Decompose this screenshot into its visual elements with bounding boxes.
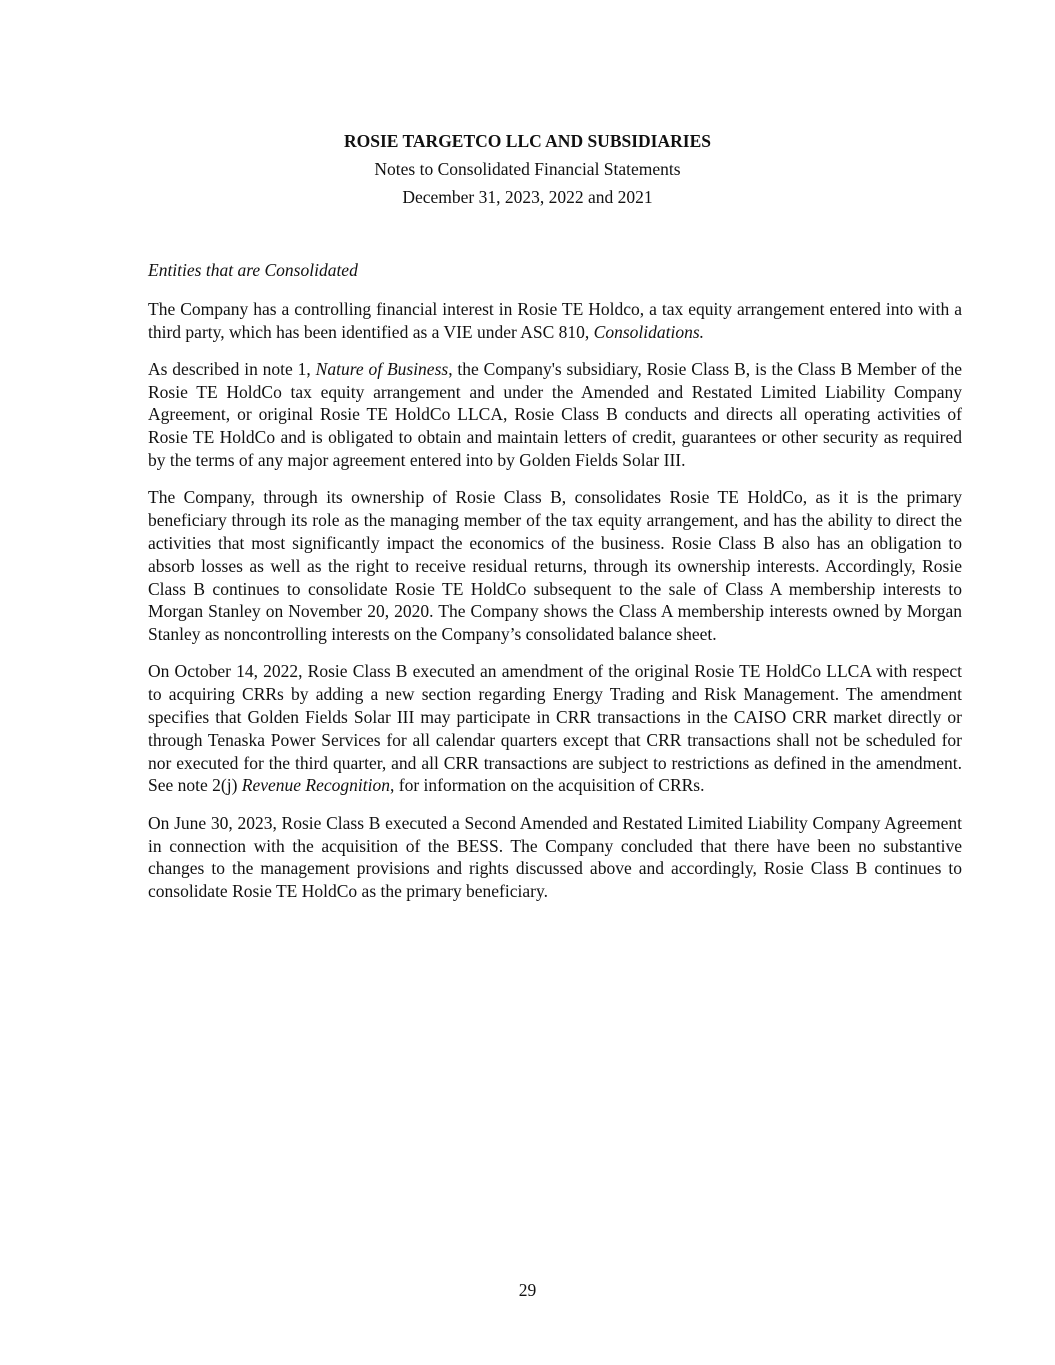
paragraph-second-amendment: On June 30, 2023, Rosie Class B executed a Second Amended and Restated Limited Liability Company Agreement in connection with the acquisition of the BESS. The Company concluded that there have been no substantive changes to the management provisions and rights discussed above and accordingly, Rosie Class B continues to consolidate Rosie TE HoldCo as the primary beneficiary. xyxy=(148,812,962,902)
paragraph-class-b-member xyxy=(148,358,962,472)
document-title: Notes to Consolidated Financial Statements xyxy=(374,159,681,179)
reporting-period: December 31, 2023, 2022 and 2021 xyxy=(402,187,653,207)
page-number: 29 xyxy=(518,1280,537,1300)
italic-reference: Consolidations. xyxy=(593,321,705,342)
company-name: ROSIE TARGETCO LLC AND SUBSIDIARIES xyxy=(344,131,711,151)
section-heading: Entities that are Consolidated xyxy=(148,260,358,280)
paragraph-text: As described in note 1, xyxy=(148,358,316,379)
paragraph-text: , for information on the acquisition of CRRs. xyxy=(390,775,705,796)
paragraph-crr-amendment xyxy=(148,660,962,797)
paragraph-primary-beneficiary: The Company, through its ownership of Rosie Class B, consolidates Rosie TE HoldCo, as it is the primary beneficiary through its role as the managing member of the tax equity arrangement, and has the ability to direct the activities that most significantly impact the economics of the business. Rosie Class B also has an obligation to absorb losses as well as the right to receive residual returns, through its ownership interests. Accordingly, Rosie Class B continues to consolidate Rosie TE HoldCo subsequent to the sale of Class A membership interests to Morgan Stanley on November 20, 2020. The Company shows the Class A membership interests owned by Morgan Stanley as noncontrolling interests on the Company’s consolidated balance sheet. xyxy=(148,487,962,645)
paragraph-text: On October 14, 2022, Rosie Class B executed an amendment of the original Rosie TE HoldCo LLCA with respect to acquiring CRRs by adding a new section regarding Energy Trading and Risk Management. The amendment specifies that Golden Fields Solar III may participate in CRR transactions in the CAISO CRR market directly or through Tenaska Power Services for all calendar quarters except that CRR transactions shall not be scheduled for nor executed for the third quarter, and all CRR transactions are subject to restrictions as defined in the amendment. See note 2(j) xyxy=(148,661,962,796)
paragraph-vie-interest xyxy=(148,298,962,344)
paragraph-text: , the Company's subsidiary, Rosie Class B, is the Class B Member of the Rosie TE HoldCo tax equity arrangement and under the Amended and Restated Limited Liability Company Agreement, or original Rosie TE HoldCo LLCA, Rosie Class B conducts and directs all operating activities of Rosie TE HoldCo and is obligated to obtain and maintain letters of credit, guarantees or other security as required by the terms of any major agreement entered into by Golden Fields Solar III. xyxy=(148,358,963,471)
document-header xyxy=(0,130,1055,214)
document-body xyxy=(148,259,962,917)
paragraph-text: The Company has a controlling financial interest in Rosie TE Holdco, a tax equity arrangement entered into with a third party, which has been identified as a VIE under ASC 810, xyxy=(148,298,962,342)
italic-reference: Nature of Business xyxy=(315,358,449,379)
italic-reference: Revenue Recognition xyxy=(241,775,390,796)
